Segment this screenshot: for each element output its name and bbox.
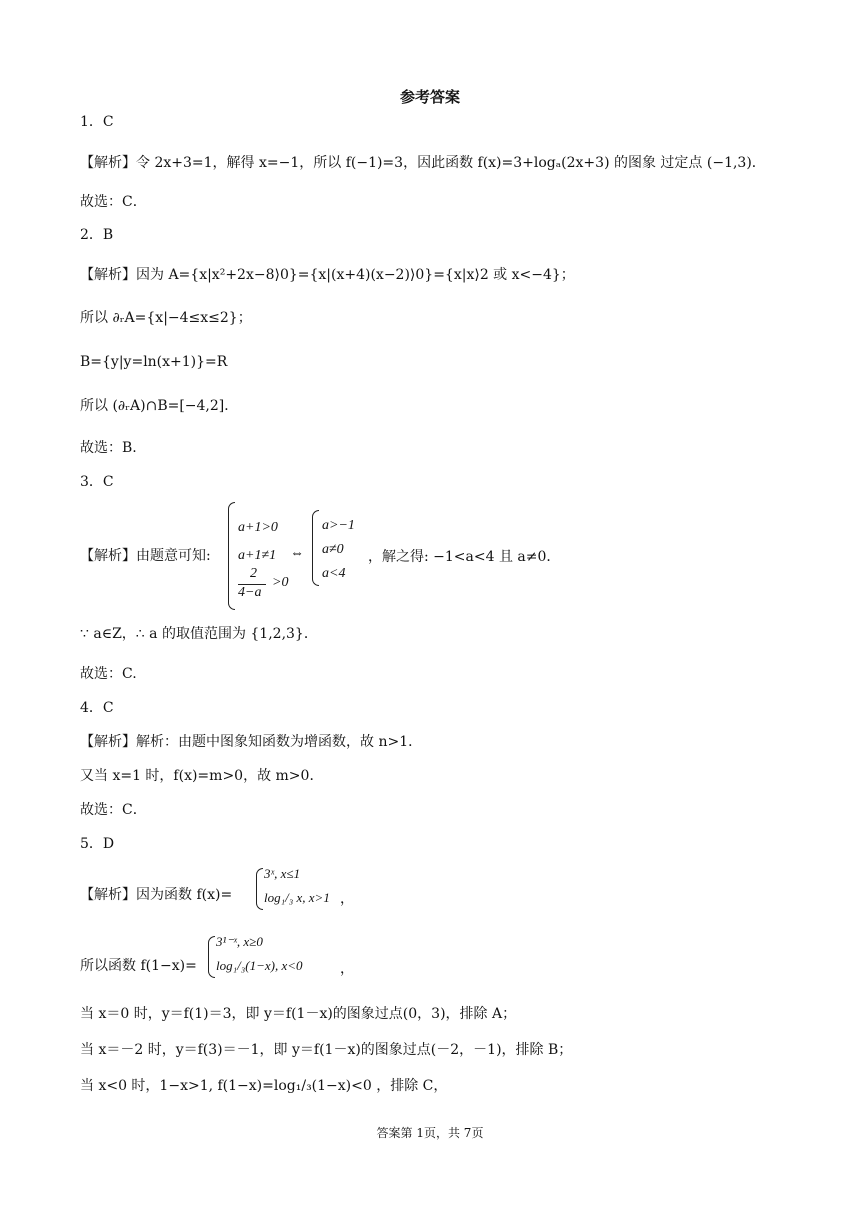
- q3-sol-1: a>−1: [322, 518, 355, 533]
- left-brace: [228, 502, 235, 610]
- q3-answer: 3．C: [80, 474, 114, 490]
- q5-line5: 当 x<0 时，1−x>1, f(1−x)=log₁/₃(1−x)<0 ，排除 C，: [80, 1078, 448, 1094]
- q5-prefix-2: 所以函数 f(1−x)=: [80, 958, 197, 974]
- q2-choice: 故选：B.: [80, 440, 137, 456]
- q1-answer: 1．C: [80, 114, 114, 130]
- q4-choice: 故选：C．: [80, 802, 147, 818]
- q5-case-1a: 3ˣ, x≤1: [264, 866, 301, 881]
- q5-tail-1: ，: [340, 892, 354, 907]
- q3-sol-2: a≠0: [322, 542, 344, 557]
- q1-choice: 故选：C．: [80, 194, 147, 210]
- q3-frac-num: 2: [250, 566, 257, 581]
- q2-intersection: 所以 (∂ᵣA)∩B=[−4,2]．: [80, 398, 239, 414]
- page-footer: 答案第 1页，共 7页: [376, 1126, 484, 1140]
- q3-choice: 故选：C.: [80, 666, 137, 682]
- q3-prefix: 【解析】由题意可知:: [80, 548, 211, 564]
- q5-case-2a: 3¹⁻ˣ, x≥0: [216, 934, 263, 949]
- q2-set-b: B={y|y=ln(x+1)}=R: [80, 354, 228, 370]
- q4-line2: 又当 x=1 时，f(x)=m>0，故 m>0．: [80, 768, 324, 784]
- left-brace-q5b: [208, 936, 215, 978]
- q5-case-1b: log₁/₃ x, x>1: [264, 890, 330, 905]
- q5-tail-2: ，: [340, 962, 354, 977]
- q3-inequality-system: [228, 502, 568, 610]
- q3-ineq-2: a+1≠1: [238, 548, 277, 563]
- q3-suffix: ，解之得: −1<a<4 且 a≠0．: [368, 549, 561, 565]
- q3-ineq-1: a+1>0: [238, 520, 278, 535]
- q2-answer: 2．B: [80, 227, 114, 243]
- q5-line4: 当 x＝－2 时，y＝f(3)＝－1，即 y＝f(1－x)的图象过点(－2，－1)，排除 B；: [80, 1042, 573, 1058]
- q5-answer: 5．D: [80, 836, 115, 852]
- q3-frac-den: 4−a: [238, 585, 262, 600]
- q4-analysis: 【解析】解析：由题中图象知函数为增函数，故 n>1．: [80, 734, 423, 750]
- q3-sol-3: a<4: [322, 566, 346, 581]
- page-title: 参考答案: [399, 88, 460, 106]
- iff-symbol: ⇔: [290, 546, 304, 561]
- q5-line3: 当 x＝0 时，y＝f(1)＝3，即 y＝f(1－x)的图象过点(0，3)，排除 A；: [80, 1006, 517, 1022]
- q1-analysis: 【解析】令 2x+3=1，解得 x=−1，所以 f(−1)=3，因此函数 f(x)=3+logₐ(2x+3) 的图象 过定点 (−1,3)．: [80, 155, 766, 171]
- left-brace-2: [312, 510, 319, 586]
- q5-prefix-1: 【解析】因为函数 f(x)=: [80, 887, 233, 903]
- q5-case-2b: log₁/₃(1−x), x<0: [216, 958, 303, 973]
- q3-range: ∵ a∈Z，∴ a 的取值范围为 {1,2,3}．: [80, 626, 318, 642]
- q3-frac-gt: >0: [272, 575, 289, 590]
- left-brace-q5a: [256, 868, 263, 910]
- q2-complement: 所以 ∂ᵣA={x|−4≤x≤2}；: [80, 310, 252, 326]
- q4-answer: 4．C: [80, 700, 114, 716]
- q2-analysis: 【解析】因为 A={x|x²+2x−8⟩0}={x|(x+4)(x−2)⟩0}={x|x⟩2 或 x<−4}；: [80, 267, 575, 283]
